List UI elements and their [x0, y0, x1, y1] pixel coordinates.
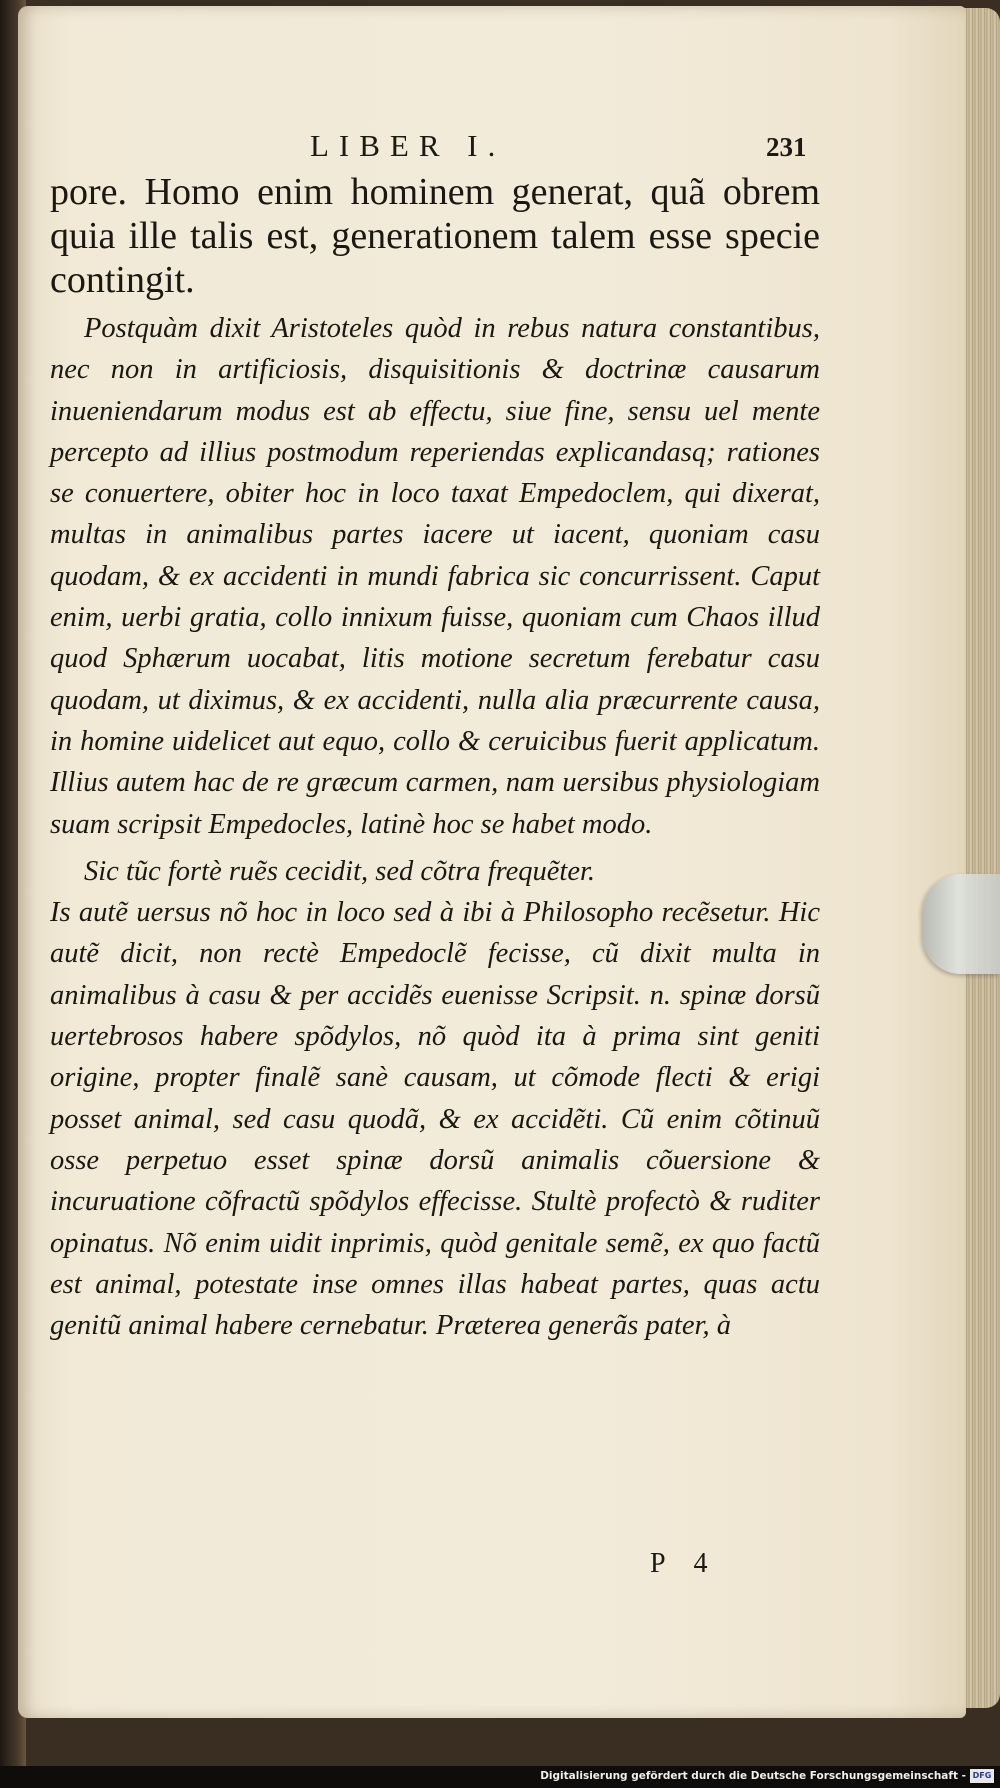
folio-number: 231 [766, 132, 807, 162]
signature-mark: P 4 [650, 1548, 708, 1579]
text-block [50, 170, 820, 1346]
lead-text: pore. Homo enim hominem generat, quã obrem quia ille talis est, generationem talem esse specie contingit. [50, 171, 820, 301]
verse-quote: Sic tũc fortè ruẽs cecidit, sed cõtra frequẽter. [84, 855, 596, 887]
dfg-logo: DFG [970, 1769, 994, 1783]
paragraph-commentary: Postquàm dixit Aristoteles quòd in rebus natura constantibus, nec non in artificiosis, disquisitionis & doctrinæ causarum inueniendarum modus est ab effectu, siue fine, sensu uel mente percepto ad illius postmodum reperiendas explicandasq; rationes se conuertere, obiter hoc in loco taxat Empedoclem, qui dixerat, multas in animalibus partes iacere ut iacent, quoniam casu quodam, & ex accidenti in mundi fabrica sic concurrissent. Caput enim, uerbi gratia, collo innixum fuisse, quoniam cum Chaos illud quod Sphærum uocabat, litis motione secretum ferebatur casu quodam, ut diximus, & ex accidenti, nulla alia præcurrente causa, in homine uidelicet aut equo, collo & ceruicibus fuerit applicatum. Illius autem hac de re græcum carmen, nam uersibus physiologiam suam scripsit Empedocles, latinè hoc se habet modo. [50, 313, 820, 840]
digitization-credit: Digitalisierung gefördert durch die Deutsche Forschungsgemeinschaft - [540, 1770, 966, 1782]
page-clip [923, 874, 1000, 974]
running-head: LIBER I. [310, 128, 506, 163]
paragraph-continuation: Is autẽ uersus nõ hoc in loco sed à ibi à Philosopho recẽsetur. Hic autẽ dicit, non rectè Empedoclẽ fecisse, cũ dixit multa in animalibus à casu & per accidẽs euenisse Scripsit. n. spinæ dorsũ uertebrosos habere spõdylos, nõ quòd ita à prima sint geniti origine, propter finalẽ sanè causam, ut cõmode flecti & erigi posset animal, sed casu quodã, & ex accidẽti. Cũ enim cõtinuũ osse perpetuo esset spinæ dorsũ animalis cõuersione & incuruatione cõfractũ spõdylos effecisse. Stultè profectò & ruditer opinatus. Nõ enim uidit inprimis, quòd genitale semẽ, ex quo factũ est animal, potestate inse omnes illas habeat partes, quas actu genitũ animal habere cernebatur. Præterea generãs pater, à [50, 897, 820, 1342]
